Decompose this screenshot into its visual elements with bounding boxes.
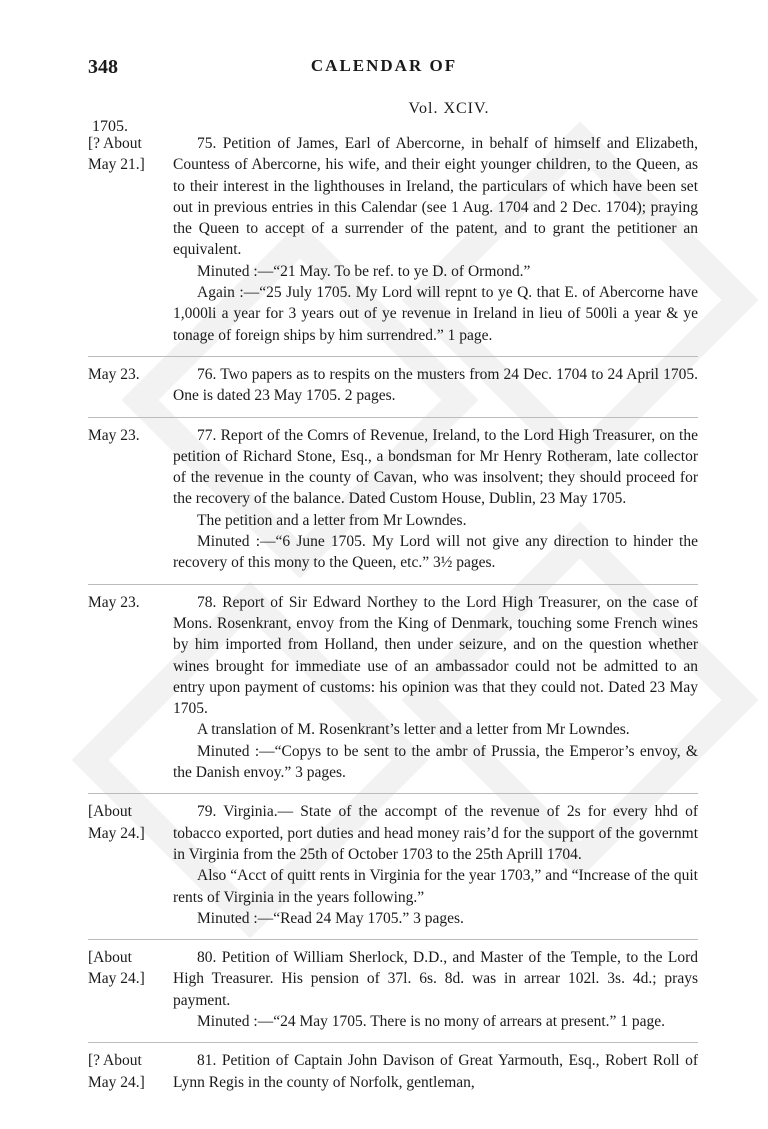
entry-76 (88, 356, 698, 407)
entry-78 (88, 584, 698, 784)
entry-note: The petition and a letter from Mr Lowndes. (197, 511, 467, 529)
entry-date (88, 592, 168, 613)
entry-date-line: May 23. (88, 365, 140, 383)
entry-note: Also “Acct of quitt rents in Virginia for the year 1703,” and “Increase of the quit rents of Virginia in the years following.” (173, 867, 698, 906)
entry-date (88, 425, 168, 446)
entry-date-line: [About (88, 803, 132, 821)
entry-date-line: May 23. (88, 593, 140, 611)
entry-date-line: May 23. (88, 426, 140, 444)
entry-note: A translation of M. Rosenkrant’s letter and a letter from Mr Lowndes. (197, 721, 630, 739)
entry-text: 80. Petition of William Sherlock, D.D., and Master of the Temple, to the Lord High Treasurer. His pension of 37l. 6s. 8d. was in arrear 102l. 3s. 4d.; prays payment. (173, 949, 698, 1009)
entry-date-line: [About (88, 949, 132, 967)
entry-date-line: May 24.] (88, 824, 145, 842)
entry-text: 76. Two papers as to respits on the musters from 24 Dec. 1704 to 24 April 1705. One is dated 23 May 1705. 2 pages. (173, 365, 698, 405)
entry-77 (88, 417, 698, 574)
entry-text: 79. Virginia.— State of the accompt of the revenue of 2s for every hhd of tobacco exported, port duties and head money rais’d for the support of the governmt in Virginia from the 25th of October 1703 to the 25th Aprill 1704. (173, 803, 698, 863)
entry-date (88, 947, 168, 990)
entry-text: 78. Report of Sir Edward Northey to the Lord High Treasurer, on the case of Mons. Rosenkrant, envoy from the King of Denmark, touching some French wines by him imported from Holland, then under seizure, and on the question whether wines brought for immediate use of an ambassador could not be admitted to an entry upon payment of customs: his opinion was that they could not. Dated 23 May 1705. (173, 593, 698, 718)
page-number: 348 (88, 56, 118, 78)
entry-text: 81. Petition of Captain John Davison of Great Yarmouth, Esq., Robert Roll of Lynn Regis in the county of Norfolk, gentleman, (173, 1052, 698, 1091)
entries (88, 133, 698, 1093)
entry-minute: Again :—“25 July 1705. My Lord will repnt to ye Q. that E. of Abercorne have 1,000li a year for 3 years out of ye revenue in Ireland in lieu of 500li a year & ye tonage of foreign ships by him surrendred.” 1 page. (173, 284, 698, 344)
year-margin: 1705. (92, 118, 128, 135)
entry-minute: Minuted :—“6 June 1705. My Lord will not give any direction to hinder the recovery of this mony to the Queen, etc.” 3½ pages. (173, 533, 698, 572)
entry-date (88, 1050, 168, 1093)
entry-minute: Minuted :—“24 May 1705. There is no mony of arrears at present.” 1 page. (197, 1012, 666, 1030)
entry-date-line: May 24.] (88, 1073, 145, 1091)
entry-79 (88, 793, 698, 929)
entry-text: 75. Petition of James, Earl of Abercorne, in behalf of himself and Elizabeth, Countess of Abercorne, his wife, and their eight younger children, to the Queen, as to their interest in the lighthouses in Ireland, the particulars of which have been set out in previous entries in this Calendar (see 1 Aug. 1704 and 2 Dec. 1704); praying the Queen to accept of a surrender of the patent, and to grant the petitioner an equivalent. (173, 135, 698, 259)
entry-minute: Minuted :—“Read 24 May 1705.” 3 pages. (197, 909, 464, 927)
entry-date-line: May 21.] (88, 156, 145, 174)
entry-date (88, 133, 168, 176)
entry-75 (88, 133, 698, 346)
entry-date (88, 364, 168, 385)
entry-date-line: May 24.] (88, 970, 145, 988)
entry-minute: Minuted :—“21 May. To be ref. to ye D. of Ormond.” (197, 262, 531, 280)
entry-date-line: [? About (88, 135, 142, 152)
entry-date-line: [? About (88, 1052, 142, 1070)
entry-80 (88, 939, 698, 1032)
entry-text: 77. Report of the Comrs of Revenue, Ireland, to the Lord High Treasurer, on the petition of Richard Stone, Esq., a bondsman for Mr Henry Rotheram, late collector of the revenue in the county of Cavan, who was insolvent; they should proceed for the recovery of the balance. Dated Custom House, Dublin, 23 May 1705. (173, 426, 698, 508)
entry-date (88, 801, 168, 844)
entry-minute: Minuted :—“Copys to be sent to the ambr of Prussia, the Emperor’s envoy, & the Danish envoy.” 3 pages. (173, 742, 698, 782)
running-head: CALENDAR OF (310, 56, 458, 75)
volume-heading: Vol. XCIV. (408, 100, 490, 117)
entry-81 (88, 1042, 698, 1093)
